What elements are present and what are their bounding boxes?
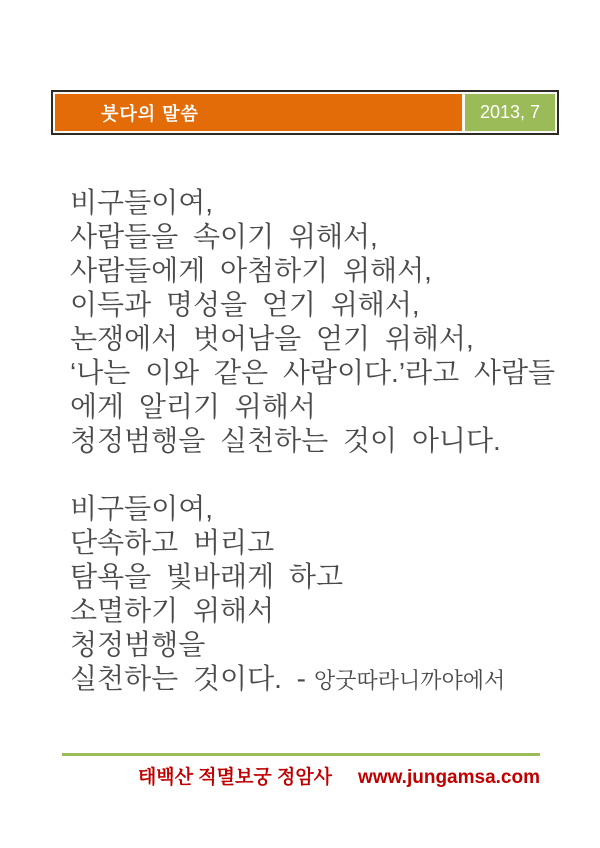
text-line: 에게 알리기 위해서 — [70, 391, 316, 422]
temple-name: 태백산 적멸보궁 정암사 — [137, 767, 333, 788]
page-title: 붓다의 말씀 — [101, 103, 199, 124]
header-title-section — [55, 94, 462, 131]
text-line: 사람들을 속이기 위해서, — [70, 221, 378, 252]
website-link[interactable]: www.jungamsa.com — [358, 767, 540, 788]
footer-divider — [62, 753, 540, 756]
text-line: 사람들에게 아첨하기 위해서, — [70, 255, 432, 286]
text-line: 비구들이여, — [70, 493, 214, 524]
paragraph-gap — [70, 458, 555, 492]
text-line: 이득과 명성을 얻기 위해서, — [70, 289, 420, 320]
scripture-source: 앙굿따라니까야에서 — [314, 668, 506, 693]
header-date-section — [465, 94, 555, 131]
closing-line — [70, 662, 555, 696]
closing-text: 실천하는 것이다. - — [70, 663, 306, 694]
text-line: ‘나는 이와 같은 사람이다.’라고 사람들 — [70, 357, 556, 388]
text-line: 청정범행을 — [70, 629, 206, 660]
text-line: 청정범행을 실천하는 것이 아니다. — [70, 425, 501, 456]
text-line: 탐욕을 빛바래게 하고 — [70, 561, 343, 592]
text-line: 소멸하기 위해서 — [70, 595, 275, 626]
header-bar — [51, 90, 559, 135]
issue-date: 2013, 7 — [479, 102, 541, 122]
text-line: 논쟁에서 벗어남을 얻기 위해서, — [70, 323, 474, 354]
text-line: 비구들이여, — [70, 187, 214, 218]
footer — [138, 762, 540, 789]
scripture-text — [70, 186, 555, 696]
text-line: 단속하고 버리고 — [70, 527, 275, 558]
